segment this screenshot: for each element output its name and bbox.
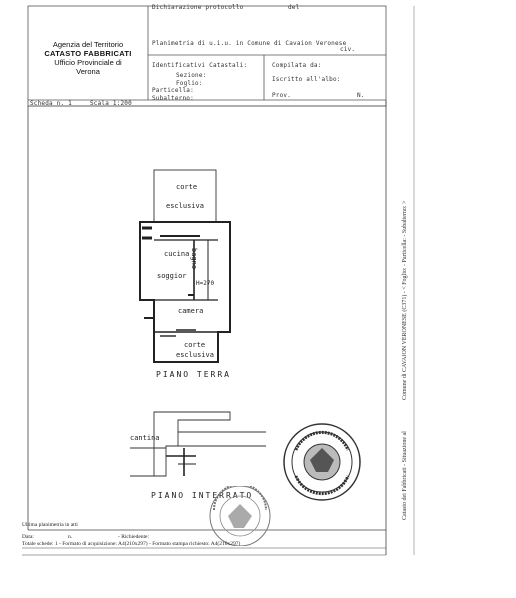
height-label: H=270 (196, 280, 215, 287)
planimetria-label: Planimetria di u.i.u. in Comune di Cavaion Veronese (152, 40, 347, 47)
esclusiva-bottom-label: esclusiva (176, 351, 214, 359)
office-city: Verona (76, 67, 100, 76)
del-label: del (288, 4, 300, 11)
prov-number-label: N. (357, 92, 365, 99)
piano-interrato-label: PIANO INTERRATO (151, 491, 254, 500)
side-comune-text: Comune di CAVAION VERONESE (C371) - < Foglio: - Particella: - Subalterno: > (402, 200, 408, 400)
corte-bottom-label: corte (184, 341, 206, 349)
catasto-title: CATASTO FABBRICATI (44, 49, 132, 58)
subalterno-label: Subalterno: (152, 95, 194, 102)
dichiarazione-label: Dichiarazione protocollo (152, 4, 244, 11)
data-label: Data: (22, 534, 34, 540)
particella-label: Particella: (152, 87, 194, 94)
side-catasto-text: Catasto dei Fabbricati - Situazione al (402, 431, 408, 520)
n-label: n. (68, 534, 73, 540)
sezione-label: Sezione: (176, 72, 207, 79)
totale-schede: Totale schede: 1 - Formato di acquisizione: A4(210x297) - Formato stampa richiesto: A4(210x297) (22, 541, 241, 547)
scheda-label: Scheda n. 1 (30, 100, 72, 107)
office-name: Ufficio Provinciale di (54, 58, 122, 67)
iscritto-label: Iscritto all'albo: (272, 76, 341, 83)
cantina-label: cantina (130, 434, 160, 442)
richiedente-label: - Richiedente: (118, 534, 150, 540)
scala-label: Scala 1:200 (90, 100, 132, 107)
piano-terra-label: PIANO TERRA (156, 370, 231, 379)
foglio-label: Foglio: (176, 80, 203, 87)
cucina-label: cucina (164, 250, 190, 258)
agency-name: Agenzia del Territorio (52, 40, 124, 49)
soggiorno-label: soggior (157, 272, 187, 280)
ultima-planimetria: Ultima planimetria in atti (22, 522, 78, 528)
bagno-label: bagno (190, 248, 198, 270)
esclusiva-top-label: esclusiva (166, 202, 204, 210)
civ-label: civ. (340, 46, 356, 53)
compilata-label: Compilata da: (272, 62, 322, 69)
corte-top-label: corte (176, 183, 198, 191)
identificativi-label: Identificativi Catastali: (152, 62, 248, 69)
official-stamp (280, 420, 364, 504)
prov-label: Prov. (272, 92, 292, 99)
faded-stamp (204, 486, 276, 546)
camera-label: camera (178, 307, 204, 315)
